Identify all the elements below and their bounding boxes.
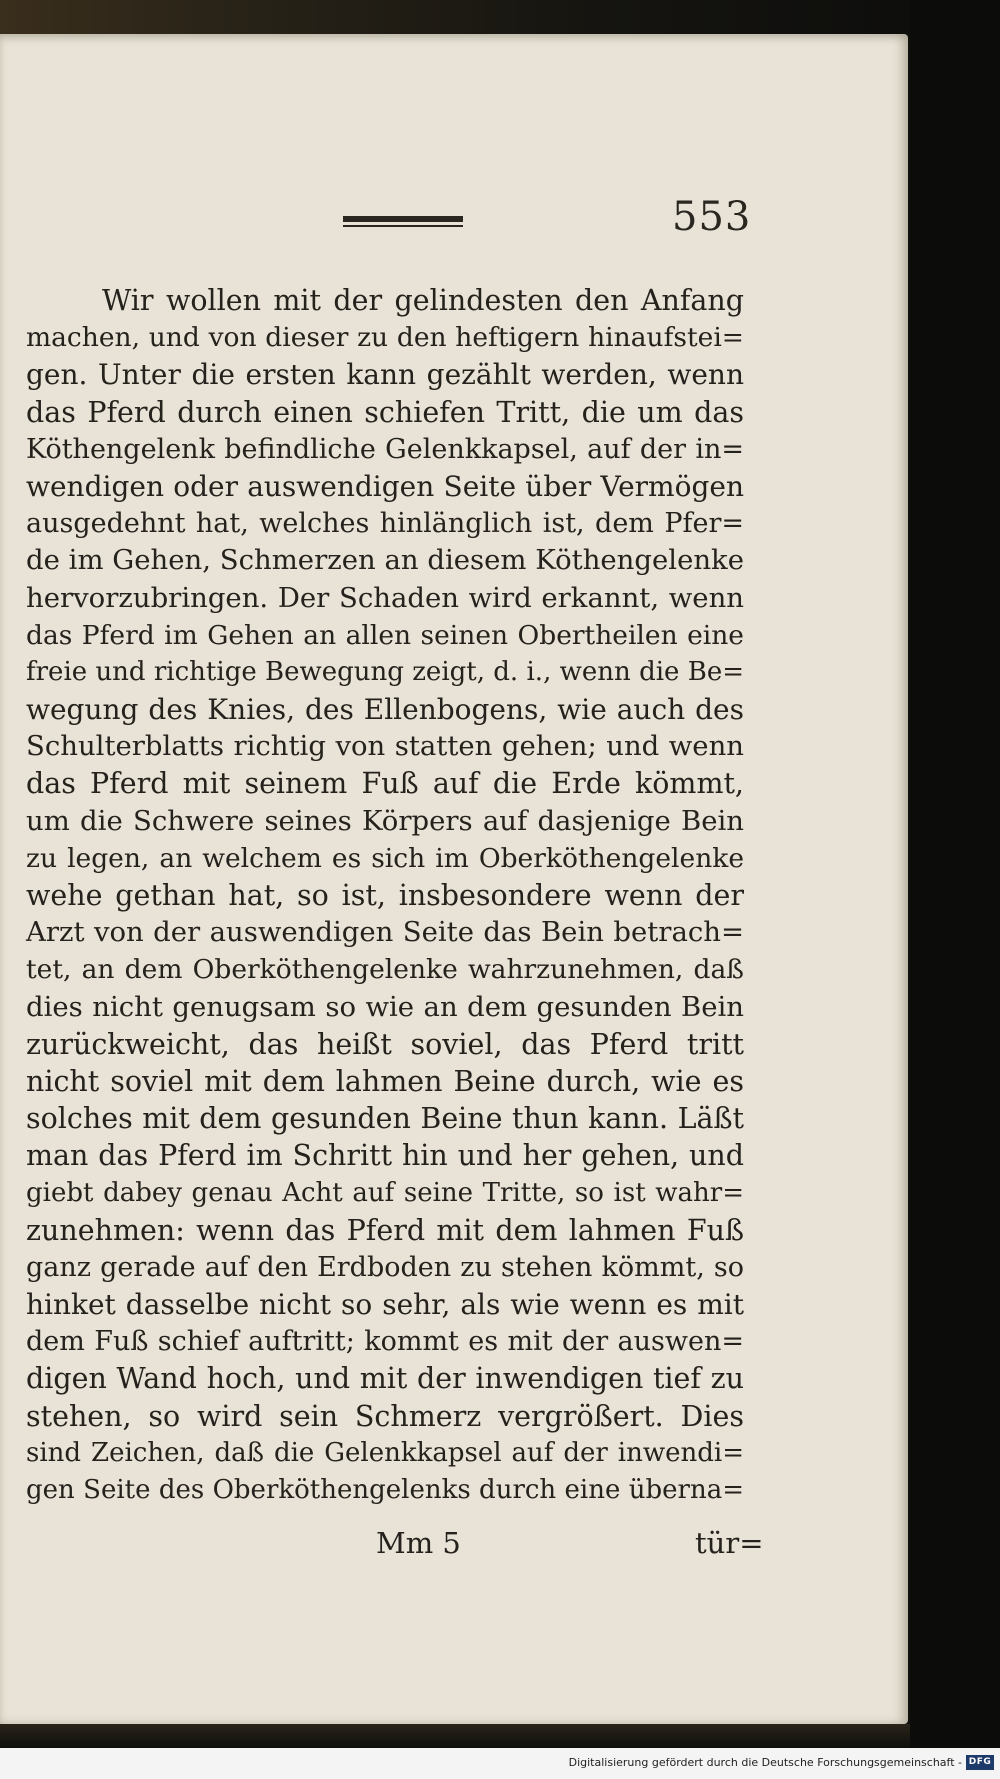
- text-line: dem Fuß schief auftritt; kommt es mit der auswen=: [26, 1326, 744, 1358]
- catchword: tür=: [695, 1526, 764, 1560]
- text-line: sind Zeichen, daß die Gelenkkapsel auf der inwendi=: [26, 1437, 744, 1468]
- text-line: ausgedehnt hat, welches hinlänglich ist, dem Pfer=: [26, 508, 744, 540]
- text-line: digen Wand hoch, und mit der inwendigen tief zu: [26, 1362, 744, 1396]
- text-line: zunehmen: wenn das Pferd mit dem lahmen Fuß: [26, 1213, 744, 1247]
- text-line: machen, und von dieser zu den heftigern hinaufstei=: [26, 322, 744, 354]
- text-line: zu legen, an welchem es sich im Oberköthengelenke: [26, 842, 744, 874]
- text-line: dies nicht genugsam so wie an dem gesunden Bein: [26, 990, 744, 1023]
- header-rule-thin: [343, 225, 463, 227]
- text-line: das Pferd im Gehen an allen seinen Obertheilen eine: [26, 619, 744, 651]
- text-line: das Pferd durch einen schiefen Tritt, die um das: [26, 395, 744, 429]
- text-line: de im Gehen, Schmerzen an diesem Köthengelenke: [26, 544, 744, 577]
- header-rule-thick: [343, 216, 463, 222]
- dfg-logo: DFG: [966, 1755, 994, 1770]
- text-line: wendigen oder auswendigen Seite über Vermögen: [26, 469, 744, 503]
- text-line: wehe gethan hat, so ist, insbesondere wenn der: [26, 879, 744, 912]
- text-line: gen Seite des Oberköthengelenks durch eine überna=: [26, 1475, 744, 1505]
- text-line: Wir wollen mit der gelindesten den Anfang: [102, 284, 744, 317]
- catchline: [0, 1526, 908, 1566]
- scan-border-right: [910, 0, 1000, 1779]
- text-line: stehen, so wird sein Schmerz vergrößert. Dies: [26, 1399, 744, 1433]
- book-page: [0, 34, 908, 1724]
- text-line: Köthengelenk befindliche Gelenkkapsel, auf der in=: [26, 433, 744, 465]
- text-line: solches mit dem gesunden Beine thun kann. Läßt: [26, 1102, 744, 1136]
- text-line: man das Pferd im Schritt hin und her gehen, und: [26, 1139, 744, 1173]
- text-line: giebt dabey genau Acht auf seine Tritte, so ist wahr=: [26, 1177, 744, 1208]
- text-line: wegung des Knies, des Ellenbogens, wie auch des: [26, 693, 744, 727]
- text-line: das Pferd mit seinem Fuß auf die Erde kömmt,: [26, 767, 744, 801]
- text-line: um die Schwere seines Körpers auf dasjenige Bein: [26, 804, 744, 837]
- signature-mark: Mm 5: [376, 1526, 461, 1560]
- text-line: Arzt von der auswendigen Seite das Bein betrach=: [26, 916, 744, 949]
- text-line: tet, an dem Oberköthengelenke wahrzunehmen, daß: [26, 954, 744, 986]
- scan-border-top: [0, 0, 1000, 36]
- page-number: 553: [672, 194, 752, 240]
- body-text: [26, 282, 744, 1509]
- text-line: gen. Unter die ersten kann gezählt werden, wenn: [26, 358, 744, 392]
- text-line: hinket dasselbe nicht so sehr, als wie wenn es mit: [26, 1288, 744, 1322]
- page-header: [0, 194, 908, 264]
- text-line: hervorzubringen. Der Schaden wird erkannt, wenn: [26, 581, 744, 614]
- digitization-footer: [0, 1748, 1000, 1779]
- header-ornament-rule: [343, 216, 463, 230]
- text-line: zurückweicht, das heißt soviel, das Pferd tritt: [26, 1027, 744, 1061]
- text-line: freie und richtige Bewegung zeigt, d. i., wenn die Be=: [26, 656, 744, 687]
- text-line: Schulterblatts richtig von statten gehen; und wenn: [26, 730, 744, 763]
- funding-credit: Digitalisierung gefördert durch die Deutsche Forschungsgemeinschaft -: [568, 1756, 962, 1769]
- scan-border-bottom: [0, 1724, 910, 1748]
- text-line: ganz gerade auf den Erdboden zu stehen kömmt, so: [26, 1251, 744, 1283]
- text-line: nicht soviel mit dem lahmen Beine durch, wie es: [26, 1064, 744, 1098]
